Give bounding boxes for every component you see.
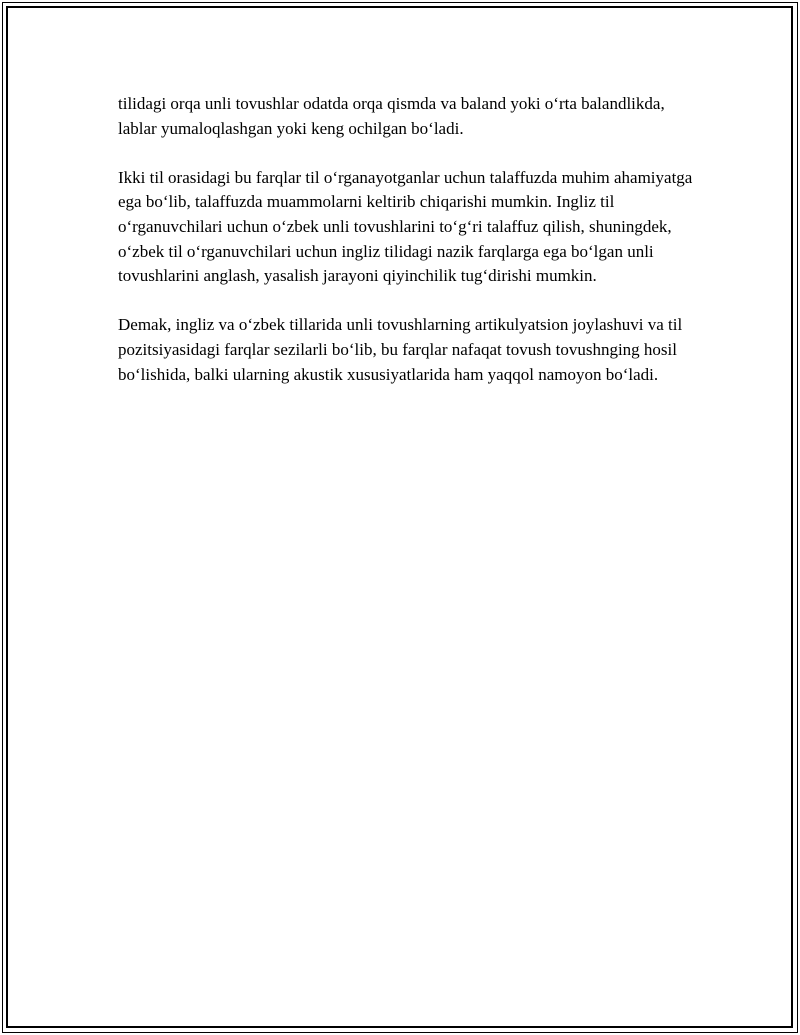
- paragraph-1: tilidagi orqa unli tovushlar odatda orqa qismda va baland yoki o‘rta balandlikda, lablar yumaloqlashgan yoki keng ochilgan bo‘ladi.: [118, 94, 665, 138]
- paragraph-3: Demak, ingliz va o‘zbek tillarida unli tovushlarning artikulyatsion joylashuvi va til pozitsiyasidagi farqlar sezilarli bo‘lib, bu farqlar nafaqat tovush tovushnging hosil bo‘lishida, balki ularning akustik xususiyatlarida ham yaqqol namoyon bo‘ladi.: [118, 315, 683, 384]
- document-body: [118, 92, 698, 412]
- paragraph-2: Ikki til orasidagi bu farqlar til o‘rganayotganlar uchun talaffuzda muhim ahamiyatga ega bo‘lib, talaffuzda muammolarni keltirib chiqarishi mumkin. Ingliz til o‘rganuvchilari uchun o‘zbek unli tovushlarini to‘g‘ri talaffuz qilish, shuningdek, o‘zbek til o‘rganuvchilari uchun ingliz tilidagi nazik farqlarga ega bo‘lgan unli tovushlarini anglash, yasalish jarayoni qiyinchilik tug‘dirishi mumkin.: [118, 167, 693, 286]
